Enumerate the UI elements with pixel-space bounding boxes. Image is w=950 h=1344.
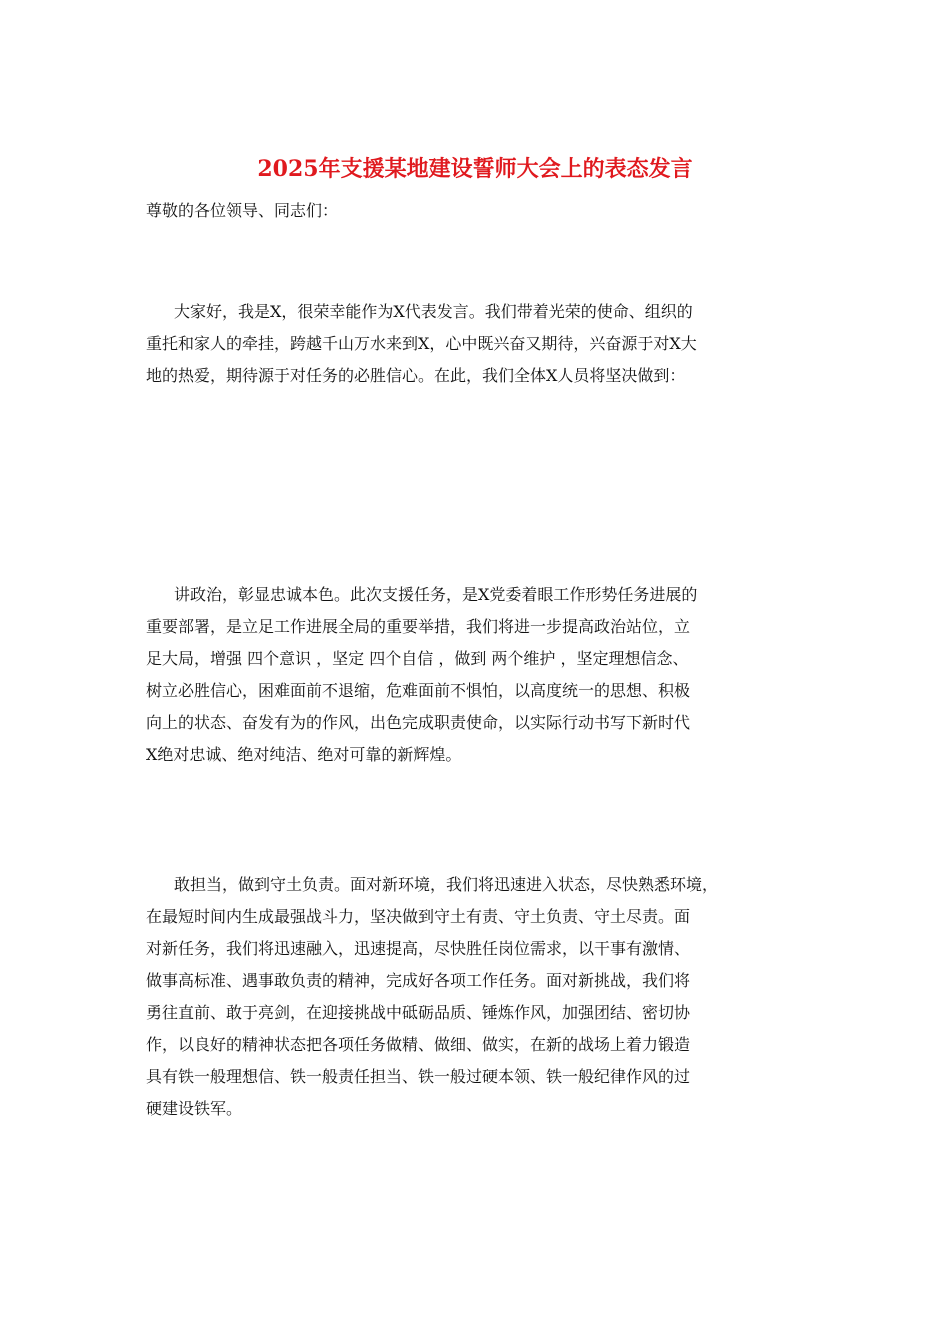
paragraph-line: X绝对忠诚、绝对纯洁、绝对可靠的新辉煌。: [146, 745, 462, 764]
paragraph-line: 在最短时间内生成最强战斗力，坚决做到守土有责、守土负责、守土尽责。面: [146, 907, 691, 926]
paragraph-line: 重托和家人的牵挂，跨越千山万水来到X，心中既兴奋又期待，兴奋源于对X大: [146, 334, 697, 353]
salutation: 尊敬的各位领导、同志们：: [146, 201, 339, 220]
paragraph-intro: [146, 296, 816, 392]
paragraph-line: 敢担当，做到守土负责。面对新环境，我们将迅速进入状态，尽快熟悉环境，: [174, 875, 719, 894]
paragraph-line: 地的热爱，期待源于对任务的必胜信心。在此，我们全体X人员将坚决做到：: [146, 366, 686, 385]
paragraph-line: 向上的状态、奋发有为的作风，出色完成职责使命，以实际行动书写下新时代: [146, 713, 691, 732]
paragraph-line: 做事高标准、遇事敢负责的精神，完成好各项工作任务。面对新挑战，我们将: [146, 971, 691, 990]
paragraph-line: 作，以良好的精神状态把各项任务做精、做细、做实，在新的战场上着力锻造: [146, 1035, 691, 1054]
paragraph-responsibility: [146, 869, 816, 1125]
paragraph-line: 重要部署，是立足工作进展全局的重要举措，我们将进一步提高政治站位，立: [146, 617, 691, 636]
document-title: 2025年支援某地建设誓师大会上的表态发言: [257, 156, 693, 182]
paragraph-line: 讲政治，彰显忠诚本色。此次支援任务，是X党委着眼工作形势任务进展的: [174, 585, 698, 604]
paragraph-line: 树立必胜信心，困难面前不退缩，危难面前不惧怕，以高度统一的思想、积极: [146, 681, 691, 700]
paragraph-line: 对新任务，我们将迅速融入，迅速提高，尽快胜任岗位需求，以干事有激情、: [146, 939, 691, 958]
paragraph-line: 足大局，增强 四个意识 ，坚定 四个自信 ，做到 两个维护 ，坚定理想信念、: [146, 649, 689, 668]
paragraph-line: 硬建设铁军。: [146, 1099, 243, 1118]
paragraph-line: 勇往直前、敢于亮剑，在迎接挑战中砥砺品质、锤炼作风，加强团结、密切协: [146, 1003, 691, 1022]
paragraph-line: 大家好，我是X，很荣幸能作为X代表发言。我们带着光荣的使命、组织的: [174, 302, 693, 321]
paragraph-line: 具有铁一般理想信、铁一般责任担当、铁一般过硬本领、铁一般纪律作风的过: [146, 1067, 691, 1086]
paragraph-politics: [146, 579, 816, 771]
